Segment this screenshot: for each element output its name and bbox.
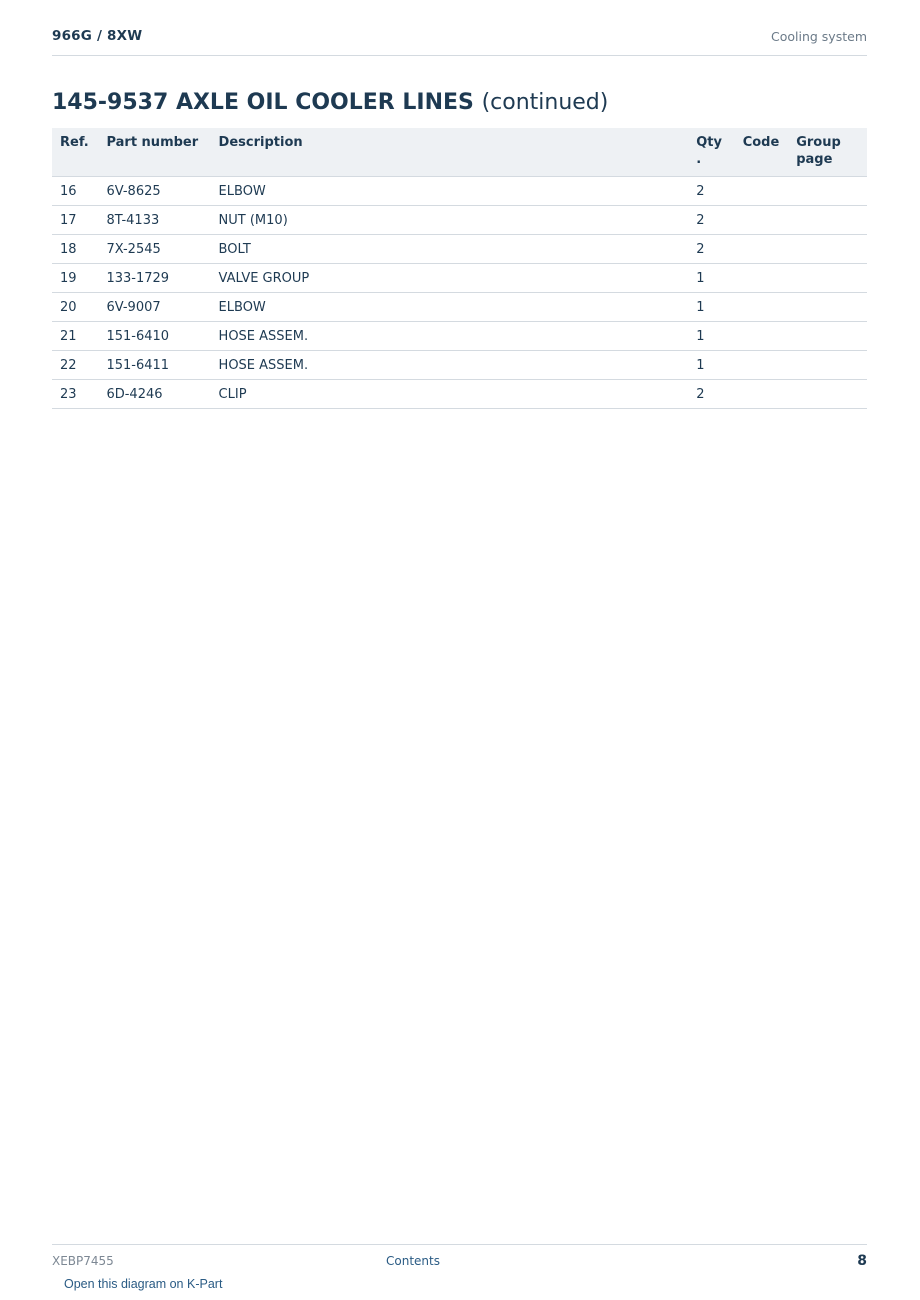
cell-ref: 17 (52, 206, 98, 235)
cell-group-page (788, 264, 867, 293)
cell-ref: 23 (52, 380, 98, 409)
page-number: 8 (857, 1253, 867, 1269)
column-header-code: Code (735, 128, 789, 177)
contents-link[interactable]: Contents (386, 1254, 440, 1268)
cell-qty: 1 (688, 264, 734, 293)
cell-part-number: 6D-4246 (98, 380, 210, 409)
cell-qty: 1 (688, 351, 734, 380)
cell-group-page (788, 206, 867, 235)
column-header-qty-line1: Qty (696, 135, 722, 150)
column-header-qty-line2: . (696, 152, 702, 167)
table-row (52, 177, 867, 206)
cell-ref: 20 (52, 293, 98, 322)
cell-code (735, 293, 789, 322)
column-header-ref: Ref. (52, 128, 98, 177)
column-header-group-page (788, 128, 867, 177)
cell-ref: 21 (52, 322, 98, 351)
table-row (52, 293, 867, 322)
column-header-qty (688, 128, 734, 177)
cell-ref: 18 (52, 235, 98, 264)
cell-part-number: 151-6411 (98, 351, 210, 380)
parts-table (52, 128, 867, 409)
cell-qty: 2 (688, 177, 734, 206)
model-serial-label: 966G / 8XW (52, 28, 143, 44)
open-on-kpart-link[interactable]: Open this diagram on K-Part (64, 1277, 223, 1291)
cell-description: HOSE ASSEM. (211, 351, 689, 380)
cell-part-number: 151-6410 (98, 322, 210, 351)
cell-qty: 2 (688, 380, 734, 409)
cell-code (735, 206, 789, 235)
cell-qty: 1 (688, 293, 734, 322)
cell-part-number: 8T-4133 (98, 206, 210, 235)
cell-part-number: 6V-9007 (98, 293, 210, 322)
table-row (52, 351, 867, 380)
page-title-main: 145-9537 AXLE OIL COOLER LINES (52, 90, 474, 115)
cell-group-page (788, 293, 867, 322)
column-header-group-line1: Group (796, 135, 841, 150)
cell-description: BOLT (211, 235, 689, 264)
table-row (52, 206, 867, 235)
section-name: Cooling system (771, 29, 867, 44)
cell-group-page (788, 322, 867, 351)
cell-code (735, 380, 789, 409)
cell-group-page (788, 380, 867, 409)
cell-group-page (788, 235, 867, 264)
table-row (52, 235, 867, 264)
cell-qty: 1 (688, 322, 734, 351)
page-header (52, 28, 867, 56)
table-row (52, 322, 867, 351)
cell-description: VALVE GROUP (211, 264, 689, 293)
cell-code (735, 177, 789, 206)
column-header-part-number: Part number (98, 128, 210, 177)
cell-description: CLIP (211, 380, 689, 409)
page-footer (52, 1244, 867, 1295)
cell-description: HOSE ASSEM. (211, 322, 689, 351)
page-title (52, 89, 608, 117)
cell-qty: 2 (688, 206, 734, 235)
cell-code (735, 351, 789, 380)
cell-group-page (788, 351, 867, 380)
cell-qty: 2 (688, 235, 734, 264)
cell-description: NUT (M10) (211, 206, 689, 235)
cell-code (735, 322, 789, 351)
cell-part-number: 133-1729 (98, 264, 210, 293)
cell-part-number: 7X-2545 (98, 235, 210, 264)
table-row (52, 264, 867, 293)
cell-ref: 22 (52, 351, 98, 380)
table-row (52, 380, 867, 409)
document-code: XEBP7455 (52, 1254, 114, 1268)
cell-group-page (788, 177, 867, 206)
cell-code (735, 235, 789, 264)
cell-description: ELBOW (211, 177, 689, 206)
page-title-suffix: (continued) (481, 90, 609, 115)
parts-table-header-row (52, 128, 867, 177)
column-header-group-line2: page (796, 152, 833, 167)
column-header-description: Description (211, 128, 689, 177)
cell-ref: 16 (52, 177, 98, 206)
cell-description: ELBOW (211, 293, 689, 322)
cell-ref: 19 (52, 264, 98, 293)
cell-part-number: 6V-8625 (98, 177, 210, 206)
cell-code (735, 264, 789, 293)
